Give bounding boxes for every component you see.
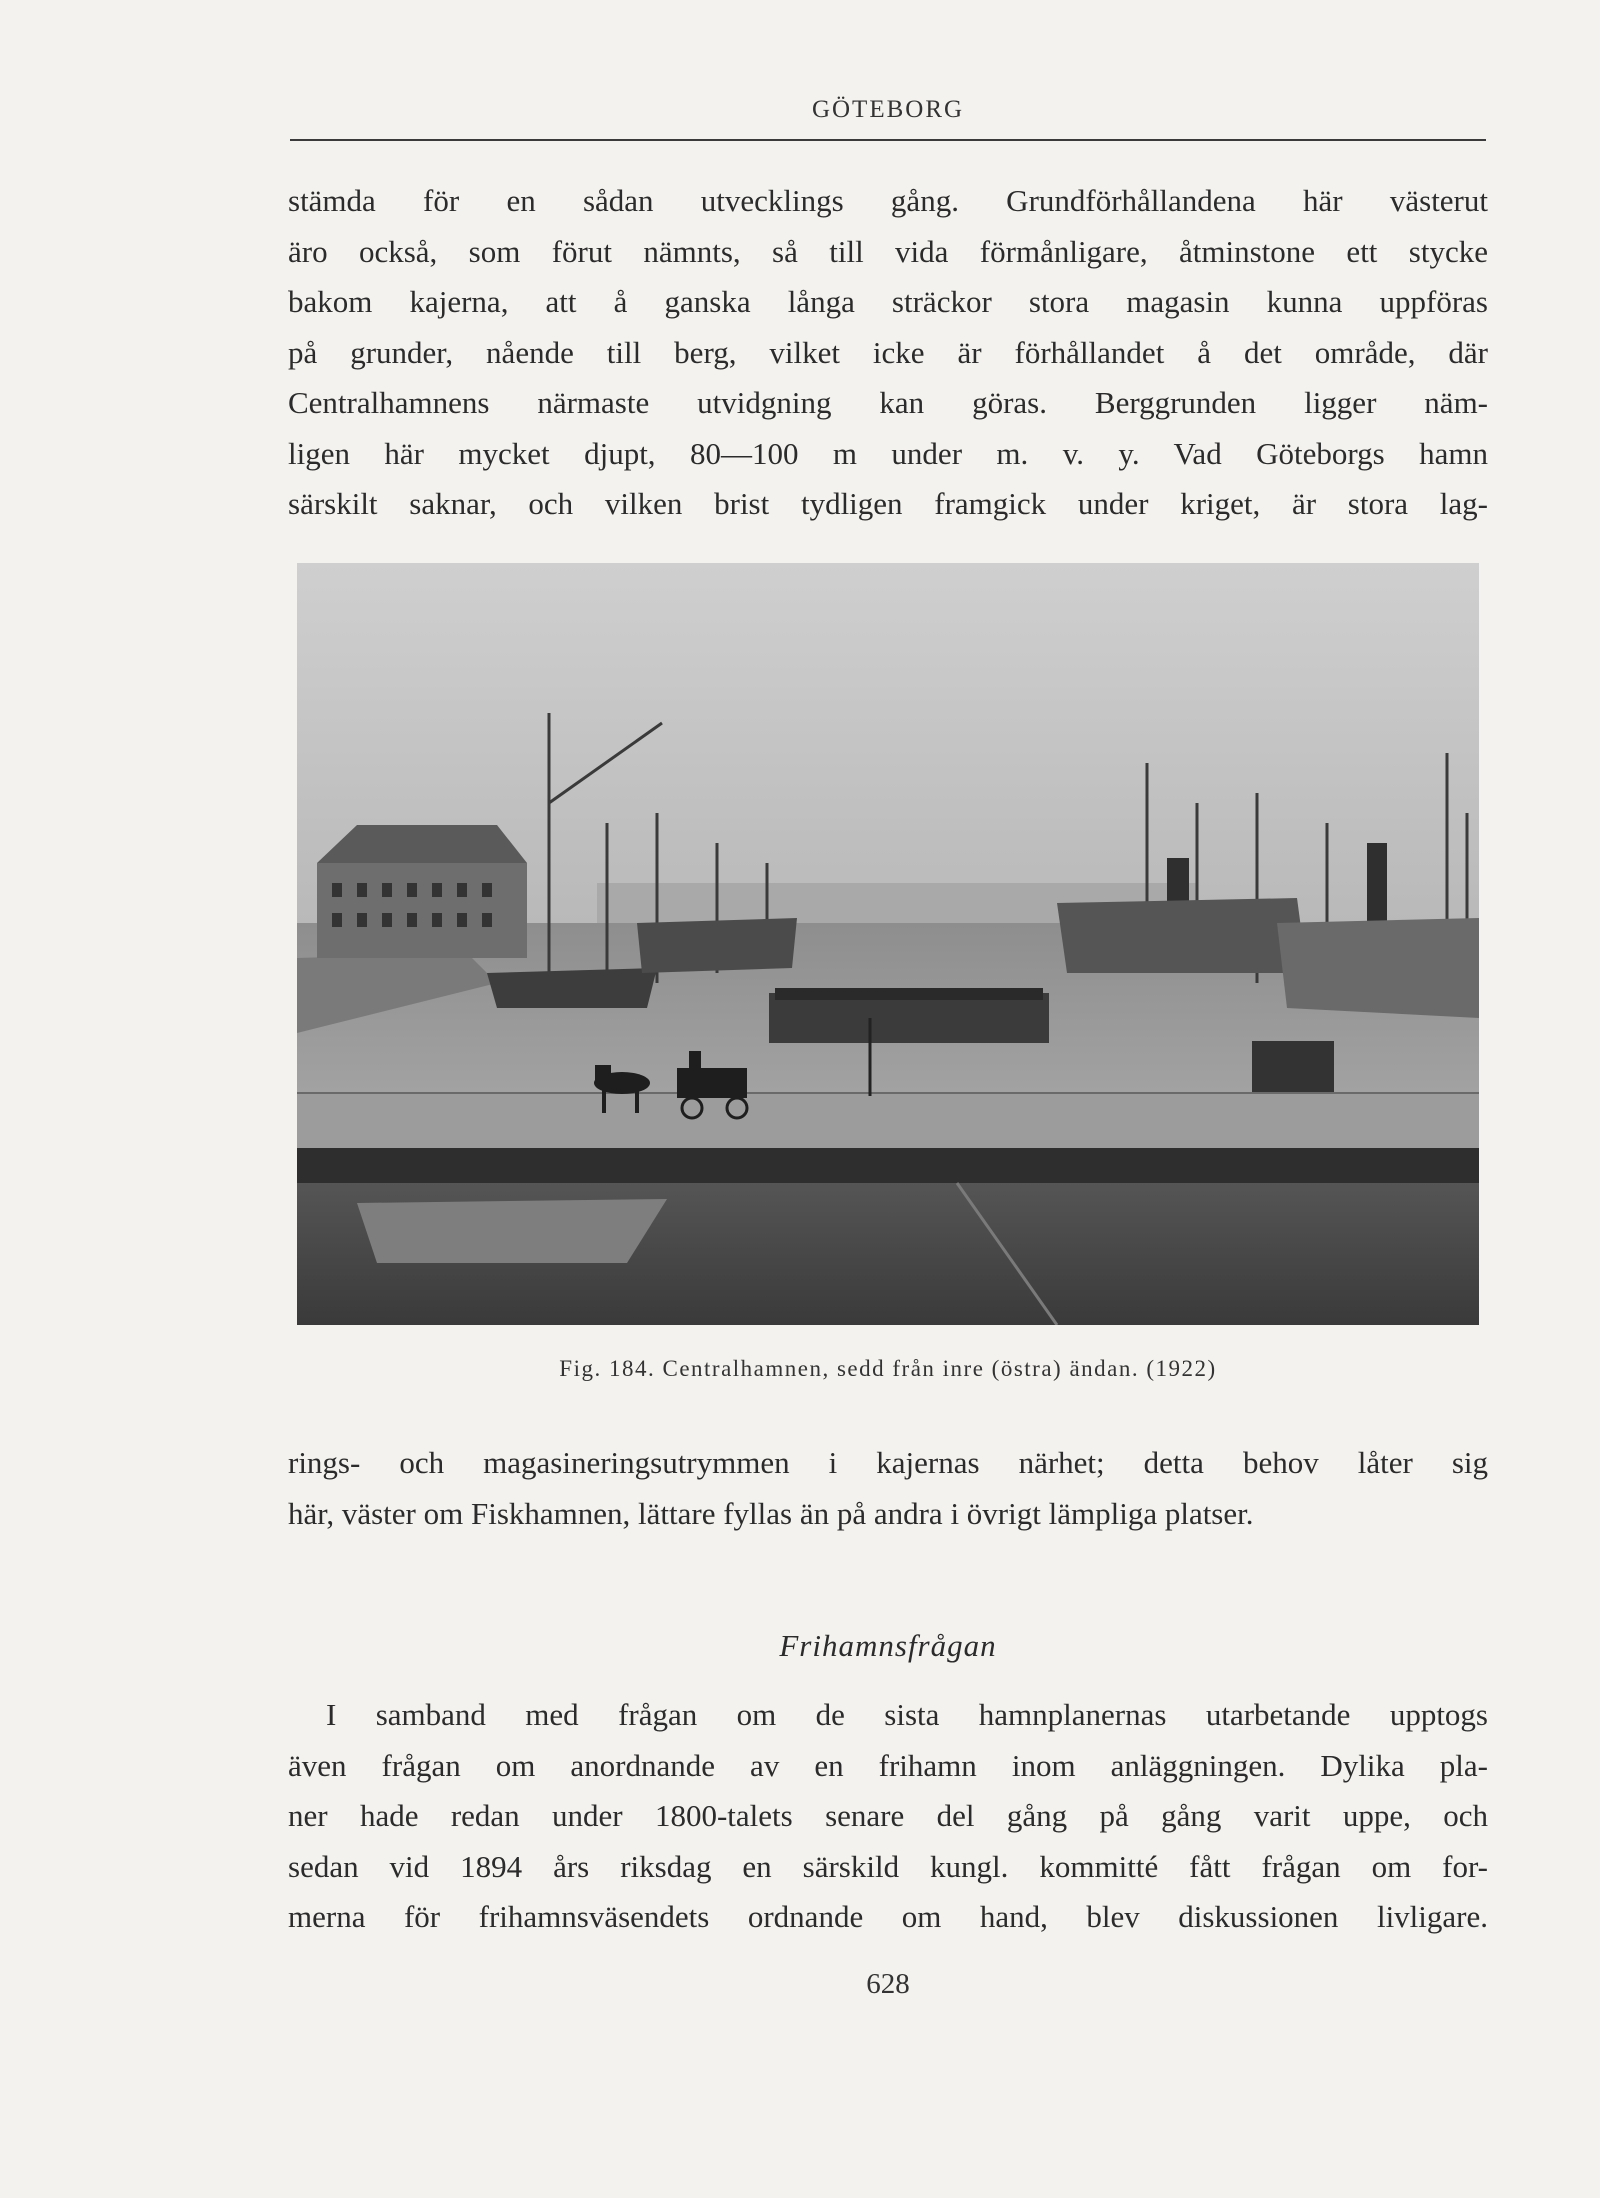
page-number: 628 xyxy=(866,1968,910,2000)
text-line: även frågan om anordnande av en frihamn inom anläggningen. Dylika pla- xyxy=(288,1747,1488,1783)
text-line: på grunder, nående till berg, vilket icke är förhållandet å det område, där xyxy=(288,334,1488,370)
text-line: I samband med frågan om de sista hamnplanernas utarbetande upptogs xyxy=(326,1697,1488,1732)
text-line: ner hade redan under 1800-talets senare del gång på gång varit uppe, och xyxy=(288,1798,1488,1833)
running-head: GÖTEBORG xyxy=(811,96,965,123)
section-title: Frihamnsfrågan xyxy=(779,1628,997,1663)
figure-caption: Fig. 184. Centralhamnen, sedd från inre (östra) ändan. (1922) xyxy=(559,1356,1217,1381)
header-rule xyxy=(290,139,1486,141)
text-line: här, väster om Fiskhamnen, lättare fyllas än på andra i övrigt lämpliga platser. xyxy=(288,1495,1254,1531)
text-line: Centralhamnens närmaste utvidgning kan göras. Berggrunden ligger näm- xyxy=(288,385,1488,420)
body-paragraph-top xyxy=(288,176,1488,530)
section-paragraph xyxy=(288,1690,1488,1943)
text-line: ligen här mycket djupt, 80—100 m under m. v. y. Vad Göteborgs hamn xyxy=(288,435,1488,471)
text-line: stämda för en sådan utvecklings gång. Grundförhållandena här västerut xyxy=(288,183,1488,218)
text-line: äro också, som förut nämnts, så till vida förmånligare, åtminstone ett stycke xyxy=(288,233,1488,269)
harbour-photograph xyxy=(297,563,1479,1325)
text-line: sedan vid 1894 års riksdag en särskild kungl. kommitté fått frågan om for- xyxy=(288,1848,1488,1884)
text-line: merna för frihamnsväsendets ordnande om hand, blev diskussionen livligare. xyxy=(288,1899,1488,1934)
text-line: rings- och magasineringsutrymmen i kajernas närhet; detta behov låter sig xyxy=(288,1445,1488,1480)
body-paragraph-middle xyxy=(288,1438,1488,1539)
text-line: bakom kajerna, att å ganska långa sträckor stora magasin kunna uppföras xyxy=(288,284,1488,319)
text-line: särskilt saknar, och vilken brist tydligen framgick under kriget, är stora lag- xyxy=(288,486,1488,521)
